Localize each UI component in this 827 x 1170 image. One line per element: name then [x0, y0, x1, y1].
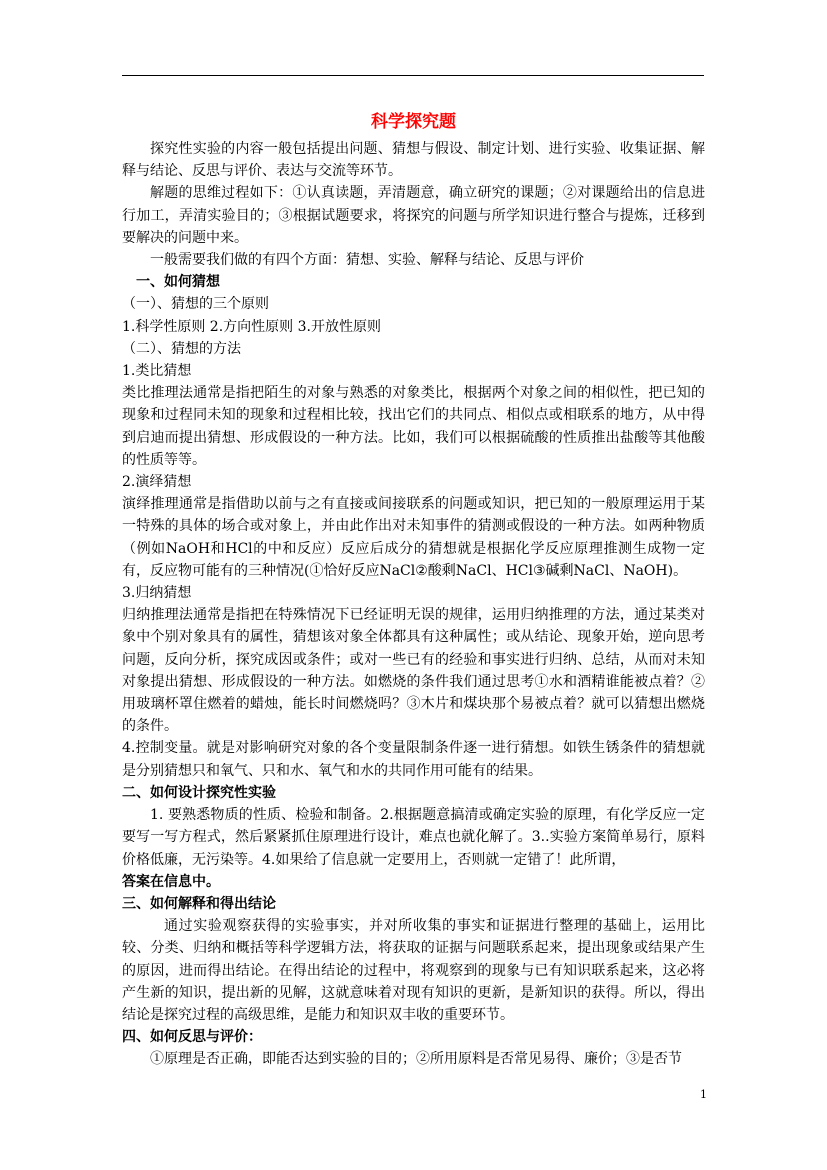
principles-list: 1.科学性原则 2.方向性原则 3.开放性原则	[122, 318, 381, 335]
method-heading-analogy: 1.类比猜想	[122, 363, 192, 380]
emphasis-answer-in-info: 答案在信息中。	[122, 873, 220, 890]
paragraph-conclusion: 通过实验观察获得的实验事实，并对所收集的事实和证据进行整理的基础上，运用比较、分类、归纳和概括等科学逻辑方法，将获取的证据与问题联系起来，提出现象或结果产生的原因，进而得出结论。在得出结论的过程中，将观察到的现象与已有知识联系起来，这必将产生新的知识，提出新的见解，这就意味着对现有知识的更新，是新知识的获得。所以，得出结论是探究过程的高级思维，是能力和知识双丰收的重要环节。	[122, 918, 705, 1023]
method-heading-deduction: 2.演绎猜想	[122, 474, 192, 491]
paragraph-intro: 探究性实验的内容一般包括提出问题、猜想与假设、制定计划、进行实验、收集证据、解释与结论、反思与评价、表达与交流等环节。	[122, 141, 705, 180]
section-heading-2: 二、如何设计探究性实验	[122, 784, 276, 801]
page-number: 1	[700, 1088, 707, 1101]
method-heading-induction: 3.归纳猜想	[122, 585, 192, 602]
subheading-methods: （二）、猜想的方法	[122, 340, 241, 357]
paragraph-induction: 归纳推理法通常是指把在特殊情况下已经证明无误的规律，运用归纳推理的方法，通过某类对象中个别对象具有的属性，猜想该对象全体都具有这种属性；或从结论、现象开始，逆向思考问题，反向分析，探究成因或条件；或对一些已有的经验和事实进行归纳、总结，从而对未知对象提出猜想、形成假设的一种方法。如燃烧的条件我们通过思考①水和酒精谁能被点着？②用玻璃杯罩住燃着的蜡烛，能长时间燃烧吗？③木片和煤块那个易被点着？就可以猜想出燃烧的条件。	[122, 607, 705, 735]
section-heading-3: 三、如何解释和得出结论	[122, 895, 276, 912]
paragraph-control-variable: 4.控制变量。就是对影响研究对象的各个变量限制条件逐一进行猜想。如铁生锈条件的猜想就是分别猜想只和氧气、只和水、氧气和水的共同作用可能有的结果。	[122, 740, 705, 779]
paragraph-analogy: 类比推理法通常是指把陌生的对象与熟悉的对象类比，根据两个对象之间的相似性，把已知的现象和过程同未知的现象和过程相比较，找出它们的共同点、相似点或相联系的地方，从中得到启迪而提出猜想、形成假设的一种方法。比如，我们可以根据硫酸的性质推出盐酸等其他酸的性质等等。	[122, 385, 705, 468]
paragraph-thinking-process: 解题的思维过程如下：①认真读题，弄清题意，确立研究的课题；②对课题给出的信息进行加工，弄清实验目的；③根据试题要求，将探究的问题与所学知识进行整合与提炼，迁移到要解决的问题中来。	[122, 185, 705, 246]
paragraph-reflection: ①原理是否正确，即能否达到实验的目的；②所用原料是否常见易得、廉价；③是否节	[150, 1051, 682, 1068]
header-rule	[122, 75, 704, 76]
section-heading-4: 四、如何反思与评价：	[122, 1029, 262, 1046]
paragraph-deduction: 演绎推理通常是指借助以前与之有直接或间接联系的问题或知识，把已知的一般原理运用于某一特殊的具体的场合或对象上，并由此作出对未知事件的猜测或假设的一种方法。如两种物质（例如NaOH和HCl的中和反应）反应后成分的猜想就是根据化学反应原理推测生成物一定有，反应物可能有的三种情况(①恰好反应NaCl②酸剩NaCl、HCl③碱剩NaCl、NaOH)。	[122, 496, 705, 579]
document-title: 科学探究题	[371, 112, 456, 132]
document-body	[122, 110, 705, 1071]
subheading-principles: （一）、猜想的三个原则	[122, 296, 269, 313]
paragraph-experiment-design: 1. 要熟悉物质的性质、检验和制备。2.根据题意搞清或确定实验的原理，有化学反应一定要写一写方程式，然后紧紧抓住原理进行设计，难点也就化解了。3..实验方案简单易行，原料价格低廉，无污染等。4.如果给了信息就一定要用上，否则就一定错了！此所谓，	[122, 807, 705, 868]
section-heading-1: 一、如何猜想	[136, 274, 220, 291]
paragraph-four-aspects: 一般需要我们做的有四个方面：猜想、实验、解释与结论、反思与评价	[150, 252, 584, 269]
